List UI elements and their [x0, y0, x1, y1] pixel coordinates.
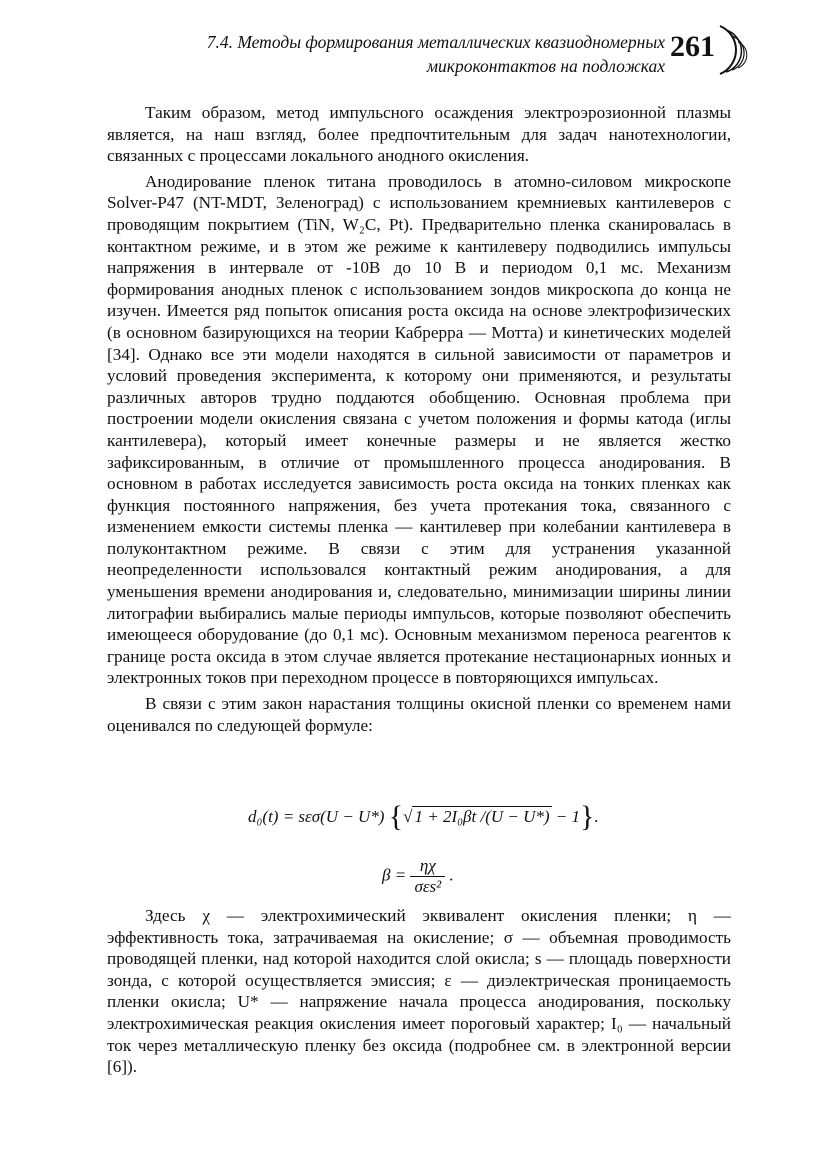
formula-tail: − 1	[555, 807, 581, 826]
formula-sqrt: 1 + 2I₀βt /(U − U*)	[414, 807, 550, 826]
paragraph: Таким образом, метод импульсного осаждения электроэрозионной плазмы является, на наш взгляд, более предпочтительным для задач нанотехнологии, связанных с процессами локального анодного окисления.	[107, 103, 731, 166]
formula-beta-lhs: β =	[382, 865, 407, 885]
paragraph: Здесь χ — электрохимический эквивалент окисления пленки; η — эффективность тока, затрачиваемая на окисление; σ — объемная проводимость проводящей пленки, над которой находится слой окисла; s — площадь поверхности зонда, с которой осуществляется эмиссия; ε — диэлектрическая проницаемость пленки окисла; U* — напряжение начала процесса анодирования, поскольку электрохимическая реакция окисления имеет пороговый характер; I₀ — начальный ток через металлическую пленку без оксида (подробнее см. в электронной версии [6]).	[107, 906, 731, 1077]
formula-beta	[382, 856, 454, 897]
paragraph: В связи с этим закон нарастания толщины окисной пленки со временем нами оценивался по следующей формуле:	[107, 694, 731, 735]
explanation-text	[107, 905, 731, 1078]
formula-end: .	[594, 807, 599, 826]
header-line-1: 7.4. Методы формирования металлических квазиодномерных	[206, 32, 665, 52]
formula-beta-fraction	[410, 856, 445, 897]
paragraph: Анодирование пленок титана проводилось в атомно-силовом микроскопе Solver-P47 (NT-MDT, Зеленоград) с использованием кремниевых кантилеверов с проводящим покрытием (TiN, W₂C, Pt). Предварительно пленка сканировалась в контактном режиме, и в этом же режиме к кантилеверу подводились импульсы напряжения в интервале от -10В до 10 В и периодом 0,1 мс. Механизм формирования анодных пленок с использованием зондов микроскопа до конца не изучен. Имеется ряд попыток описания роста оксида на основе электрофизических (в основном базирующихся на теории Кабрерра — Мотта) и кинетических моделей [34]. Однако все эти модели находятся в сильной зависимости от параметров и условий проведения эксперимента, к которому они применяются, и результаты различных авторов трудно поддаются обобщению. Основная проблема при построении модели окисления связана с учетом положения и формы катода (иглы кантилевера), который имеет конечные размеры и не является жестко зафиксированным, в отличие от промышленного процесса анодирования. В основном в работах исследуется зависимость роста оксида на тонких пленках как функция постоянного напряжения, без учета протекания тока, связанного с изменением емкости системы пленка — кантилевер при колебании кантилевера в полуконтактном режиме. В связи с этим для устранения указанной неопределенности использовался контактный режим анодирования, а для уменьшения времени анодирования и, следовательно, минимизации ширины линии литографии выбирались малые периоды импульсов, которые позволяют обеспечить имеющееся оборудование (до 0,1 мс). Основным механизмом переноса реагентов к границе роста оксида в этом случае является протекание нестационарных ионных и электронных токов при переходном процессе в повторяющихся импульсах.	[107, 171, 731, 688]
formula-lhs: d₀(t) = sεσ(U − U*)	[248, 807, 385, 826]
page-number: 261	[670, 30, 715, 63]
page-corner-ornament-icon	[700, 20, 760, 80]
fraction-denominator: σεs²	[414, 877, 442, 896]
running-header	[185, 30, 665, 78]
formula-thickness: d₀(t) = sεσ(U − U*) {√ 1 + 2I₀βt /(U − U*) − 1}.	[248, 800, 599, 833]
header-line-2: микроконтактов на подложках	[426, 56, 665, 76]
main-text	[107, 102, 731, 740]
formula-end: .	[449, 865, 454, 885]
fraction-numerator: ηχ	[410, 856, 445, 877]
